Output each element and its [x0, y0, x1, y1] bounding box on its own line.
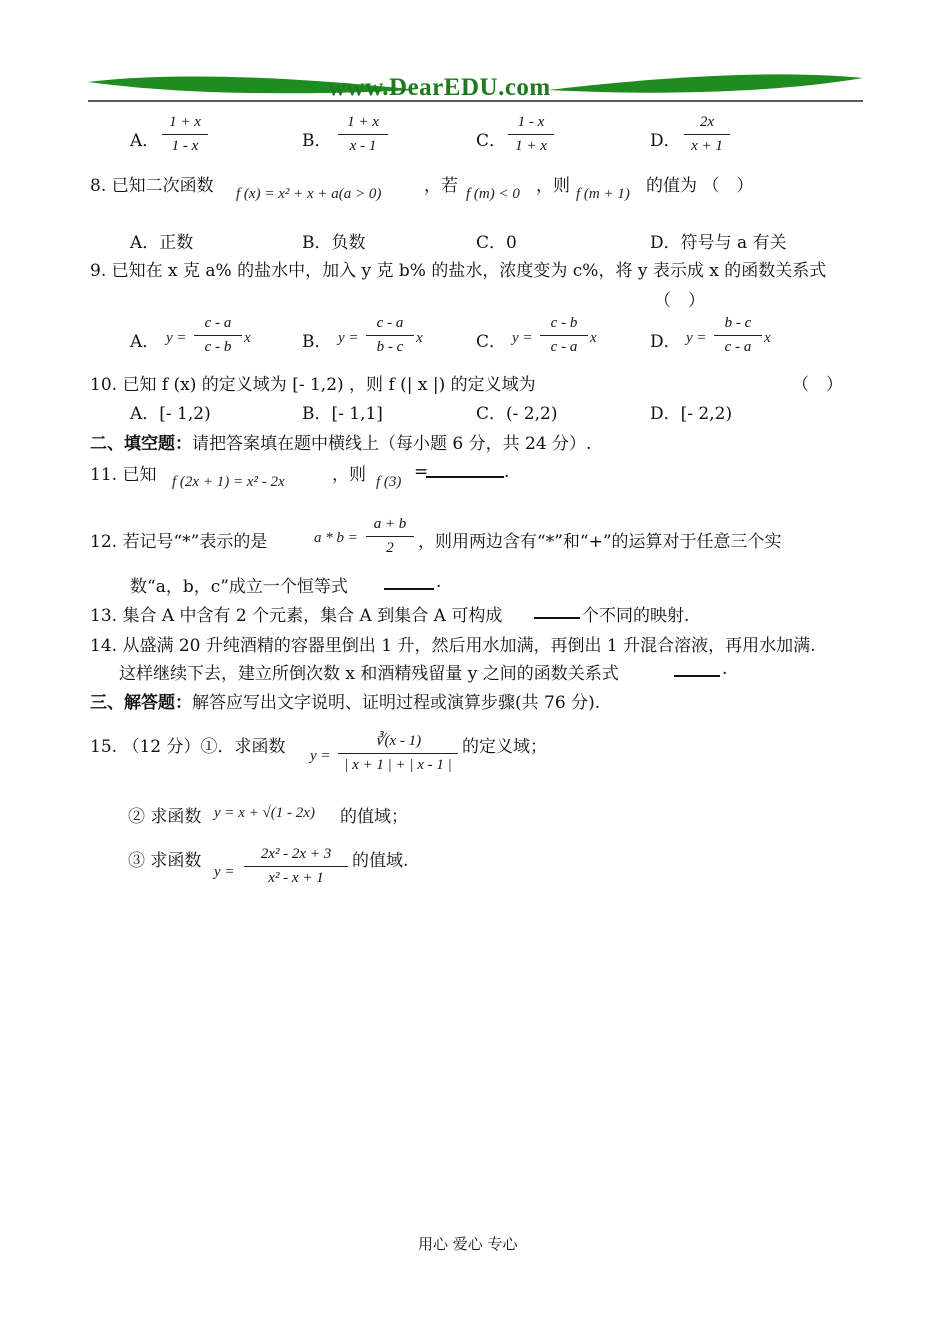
q9-d-den: c - a: [724, 339, 752, 355]
q9-paren: （ ）: [654, 291, 705, 311]
q9-a-den: c - b: [204, 339, 232, 355]
q12-den: 2: [386, 540, 394, 556]
q9-option-c-frac: [540, 315, 588, 356]
section-2-desc: 请把答案填在题中横线上（每小题 6 分，共 24 分）.: [192, 434, 592, 454]
q9-b-pre: y =: [338, 330, 359, 346]
q15-lhs: y =: [310, 748, 331, 764]
q8-option-b: B．负数: [302, 233, 366, 253]
q14-line1: 14. 从盛满 20 升纯酒精的容器里倒出 1 升，然后用水加满，再倒出 1 升混合溶液，再用水加满.: [90, 636, 816, 656]
q15-part3-suffix: 的值域.: [352, 851, 409, 871]
q9-d-pre: y =: [686, 330, 707, 346]
q11-expr: f (3): [376, 474, 402, 490]
q10-text: 10. 已知 f (x) 的定义域为 [- 1,2) ，则 f (| x |) 的定义域为: [90, 375, 536, 395]
q15-num: ∛(x - 1): [374, 733, 422, 749]
q15-part3-den: x² - x + 1: [268, 870, 324, 886]
q15-suffix: 的定义域；: [462, 737, 547, 757]
q15-part3-num: 2x² - 2x + 3: [260, 846, 332, 862]
q9-option-c-label: C．: [476, 332, 507, 352]
q7-option-d-frac: [684, 114, 730, 155]
q9-text: 9. 已知在 x 克 a% 的盐水中，加入 y 克 b% 的盐水，浓度变为 c%，将 y 表示成 x 的函数关系式: [90, 261, 827, 281]
section-2-title: 二、填空题：: [90, 434, 192, 454]
q14-answer-blank[interactable]: [674, 661, 720, 677]
q9-c-post: x: [590, 330, 597, 346]
q12-suffix: ，则用两边含有“*”和“+”的运算对于任意三个实: [418, 532, 782, 552]
q7-a-num: 1 + x: [169, 114, 201, 130]
q7-option-c-label: C．: [476, 131, 507, 151]
q7-option-d-label: D．: [650, 131, 681, 151]
q11-eq: =: [414, 462, 429, 482]
q7-d-num: 2x: [699, 114, 715, 130]
q11-prefix: 11. 已知: [90, 465, 157, 485]
q9-option-b-label: B．: [302, 332, 332, 352]
q8-mid1: ，若: [424, 176, 458, 196]
q9-c-num: c - b: [550, 315, 578, 331]
q15-part3-frac: [244, 846, 348, 887]
q7-option-b-frac: [338, 114, 388, 155]
q8-option-a: A．正数: [130, 233, 194, 253]
q7-b-num: 1 + x: [347, 114, 379, 130]
q10-paren: （ ）: [792, 375, 843, 395]
q13-answer-blank[interactable]: [534, 603, 580, 619]
q7-a-den: 1 - x: [171, 138, 199, 154]
q14-line2: 这样继续下去，建立所倒次数 x 和酒精残留量 y 之间的函数关系式: [119, 664, 619, 684]
section-3-heading: [90, 688, 600, 713]
q14-end: .: [722, 659, 728, 679]
q11-mid: ，则: [332, 465, 366, 485]
q12-end: .: [436, 572, 442, 592]
q10-option-d: D．[- 2,2): [650, 404, 733, 424]
q8-mid2: ，则: [536, 176, 570, 196]
section-3-title: 三、解答题：: [90, 693, 192, 713]
section-2-heading: [90, 429, 591, 454]
q8-prefix: 8. 已知二次函数: [90, 176, 214, 196]
q9-option-d-label: D．: [650, 332, 681, 352]
q9-option-d-frac: [714, 315, 762, 356]
q12-prefix: 12. 若记号“*”表示的是: [90, 532, 268, 552]
q12-line2: 数“a，b，c”成立一个恒等式: [130, 577, 348, 597]
q10-option-a: A．[- 1,2): [130, 404, 211, 424]
q11-end: .: [504, 462, 510, 482]
q9-b-post: x: [416, 330, 423, 346]
q9-b-den: b - c: [376, 339, 404, 355]
q15-part2-formula: y = x + √(1 - 2x): [214, 805, 315, 821]
q12-answer-blank[interactable]: [384, 574, 434, 590]
q15-prefix: 15. （12 分）①．求函数: [90, 737, 286, 757]
q7-b-den: x - 1: [349, 138, 377, 154]
site-logo-text: www.DearEDU.com: [328, 74, 551, 101]
q9-b-num: c - a: [376, 315, 404, 331]
q7-option-b-label: B．: [302, 131, 332, 151]
q8-suffix: 的值为 （ ）: [646, 176, 754, 196]
q8-formula: f (x) = x² + x + a(a > 0): [236, 186, 382, 202]
page-footer: 用心 爱心 专心: [418, 1235, 518, 1253]
q13-end: 个不同的映射.: [582, 606, 690, 626]
q7-c-den: 1 + x: [515, 138, 547, 154]
q9-option-b-frac: [366, 315, 414, 356]
q8-expr: f (m + 1): [576, 186, 630, 202]
q12-frac: [366, 516, 414, 557]
q11-answer-blank[interactable]: [426, 462, 504, 478]
q10-option-c: C．(- 2,2): [476, 404, 558, 424]
q8-option-d: D．符号与 a 有关: [650, 233, 787, 253]
q15-frac: [338, 731, 458, 774]
q15-part3-lhs: y =: [214, 864, 235, 880]
q7-option-c-frac: [508, 114, 554, 155]
q9-a-num: c - a: [204, 315, 232, 331]
q15-den: | x + 1 | + | x - 1 |: [344, 757, 452, 773]
q9-option-a-frac: [194, 315, 242, 356]
q8-cond: f (m) < 0: [466, 186, 520, 202]
section-3-desc: 解答应写出文字说明、证明过程或演算步骤(共 76 分).: [192, 693, 601, 713]
q7-option-a-frac: [162, 114, 208, 155]
q9-c-pre: y =: [512, 330, 533, 346]
q12-lhs: a * b =: [314, 530, 358, 546]
q15-part2-prefix: ② 求函数: [128, 807, 202, 827]
q15-part2-suffix: 的值域；: [340, 807, 408, 827]
q15-part3-prefix: ③ 求函数: [128, 851, 202, 871]
q9-c-den: c - a: [550, 339, 578, 355]
q11-formula: f (2x + 1) = x² - 2x: [172, 474, 285, 490]
q12-num: a + b: [373, 516, 407, 532]
q9-d-num: b - c: [724, 315, 752, 331]
q7-d-den: x + 1: [691, 138, 723, 154]
q8-option-c: C．0: [476, 233, 517, 253]
q9-d-post: x: [764, 330, 771, 346]
q7-option-a-label: A．: [130, 131, 160, 151]
q9-option-a-label: A．: [130, 332, 160, 352]
q7-c-num: 1 - x: [517, 114, 545, 130]
q10-option-b: B．[- 1,1]: [302, 404, 383, 424]
q13-text: 13. 集合 A 中含有 2 个元素，集合 A 到集合 A 可构成: [90, 606, 503, 626]
q9-a-post: x: [244, 330, 251, 346]
header-banner: [88, 70, 863, 110]
q9-a-pre: y =: [166, 330, 187, 346]
